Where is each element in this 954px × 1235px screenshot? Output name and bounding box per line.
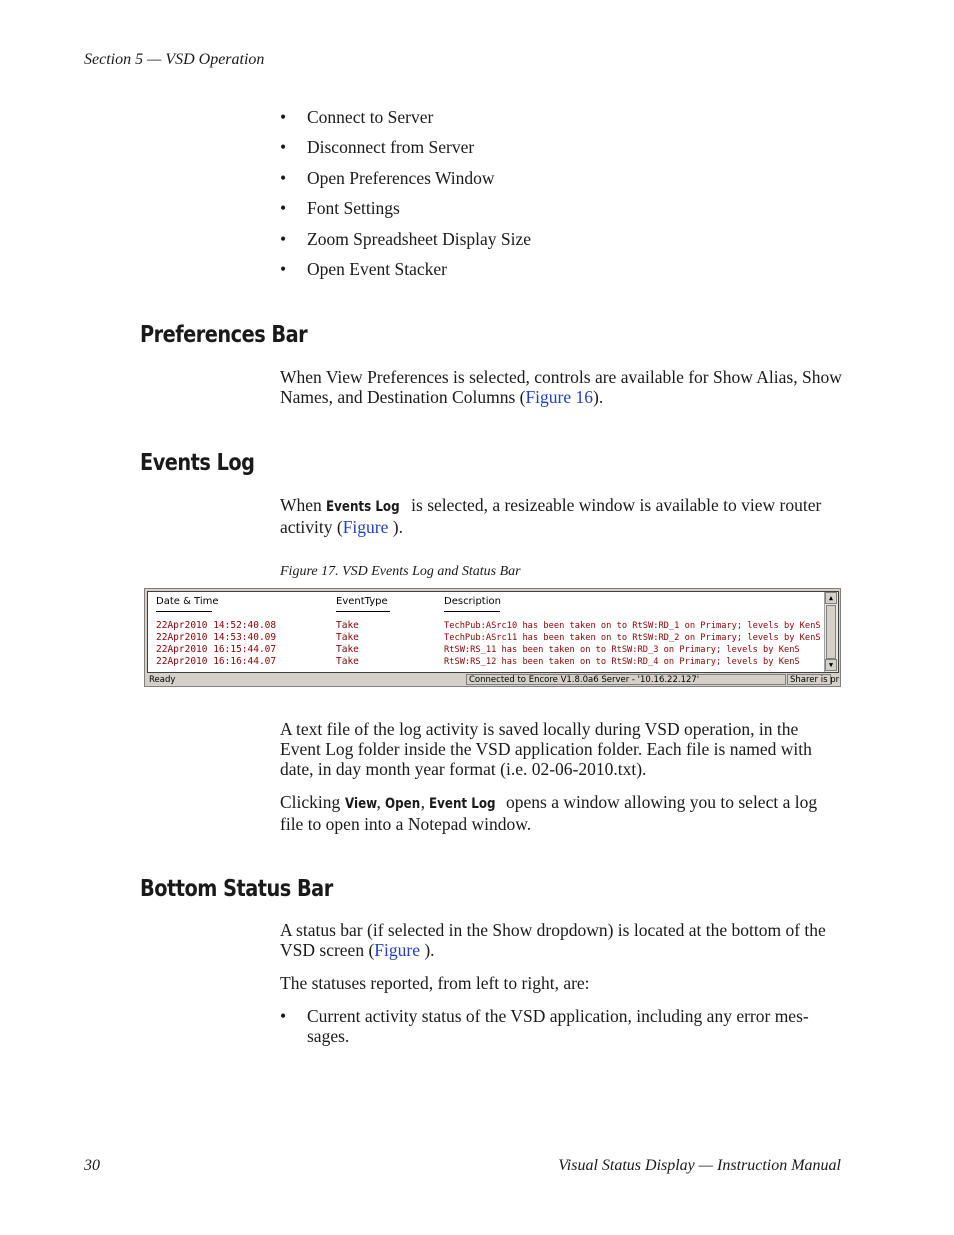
list-item: • Current activity status of the VSD application, including any error mes-sages. <box>280 1006 842 1046</box>
preferences-paragraph: When View Preferences is selected, controls are available for Show Alias, Show Names, and Destination Columns (Figure 16). <box>280 367 842 407</box>
list-item: • Font Settings <box>280 198 842 218</box>
events-log-screenshot <box>144 588 841 687</box>
ui-term-event-log: Event Log <box>429 796 496 812</box>
table-cell-description: TechPub:ASrc10 has been taken on to RtSW:RD_1 on Primary; levels by KenS <box>444 621 821 631</box>
column-header-description[interactable]: Description <box>444 596 501 607</box>
table-cell-type: Take <box>336 656 359 667</box>
table-cell-description: RtSW:RS_11 has been taken on to RtSW:RD_3 on Primary; levels by KenS <box>444 645 800 655</box>
scroll-thumb[interactable] <box>826 605 836 659</box>
table-cell-date: 22Apr2010 16:15:44.07 <box>156 644 277 655</box>
list-item: • Zoom Spreadsheet Display Size <box>280 229 842 249</box>
table-cell-description: TechPub:ASrc11 has been taken on to RtSW:RD_2 on Primary; levels by KenS <box>444 633 821 643</box>
column-underline <box>444 611 500 612</box>
statuses-intro-paragraph: The statuses reported, from left to right, are: <box>280 973 590 993</box>
table-cell-type: Take <box>336 620 359 631</box>
list-item: • Disconnect from Server <box>280 137 842 157</box>
status-bar-paragraph: A status bar (if selected in the Show dropdown) is located at the bottom of the VSD screen (Figure ). <box>280 920 826 960</box>
scroll-up-icon[interactable]: ▲ <box>825 592 837 604</box>
status-bar <box>145 674 840 686</box>
ui-term-open: Open <box>385 796 421 812</box>
heading-bottom-status-bar: Bottom Status Bar <box>140 876 333 902</box>
toolbar-function-list <box>280 107 842 289</box>
events-log-paragraph: When Events Log is selected, a resizeable window is available to view router activity (Figure ). <box>280 495 822 537</box>
figure-link[interactable]: Figure <box>374 940 420 960</box>
view-open-paragraph: Clicking View, Open, Event Log opens a window allowing you to select a log file to open into a Notepad window. <box>280 792 818 834</box>
list-item: • Open Event Stacker <box>280 259 842 279</box>
footer-title: Visual Status Display — Instruction Manual <box>558 1157 841 1174</box>
table-cell-date: 22Apr2010 14:53:40.09 <box>156 632 277 643</box>
heading-events-log: Events Log <box>140 450 255 476</box>
vertical-scrollbar[interactable] <box>824 592 838 672</box>
scroll-down-icon[interactable]: ▼ <box>825 659 837 671</box>
ui-term-events-log: Events Log <box>326 499 400 515</box>
table-cell-description: RtSW:RS_12 has been taken on to RtSW:RD_4 on Primary; levels by KenS <box>444 657 800 667</box>
running-header: Section 5 — VSD Operation <box>84 51 265 68</box>
status-connection: Connected to Encore V1.8.0a6 Server - '10.16.22.127' <box>466 674 786 685</box>
heading-preferences-bar: Preferences Bar <box>140 322 308 348</box>
ui-term-view: View <box>344 796 377 812</box>
events-log-grid <box>147 591 839 673</box>
list-item: • Connect to Server <box>280 107 842 127</box>
column-underline <box>336 611 390 612</box>
table-cell-type: Take <box>336 644 359 655</box>
list-item: • Open Preferences Window <box>280 168 842 188</box>
status-sharer: Sharer is pr <box>787 674 831 685</box>
figure-link[interactable]: Figure <box>342 517 389 537</box>
page-number: 30 <box>84 1157 100 1174</box>
table-cell-date: 22Apr2010 14:52:40.08 <box>156 620 277 631</box>
status-list <box>280 1006 842 1046</box>
status-ready: Ready <box>146 674 464 685</box>
figure-16-link[interactable]: Figure 16 <box>525 387 594 407</box>
figure-caption: Figure 17. VSD Events Log and Status Bar <box>280 564 521 579</box>
column-header-date[interactable]: Date & Time <box>156 596 219 607</box>
table-cell-date: 22Apr2010 16:16:44.07 <box>156 656 277 667</box>
column-header-eventtype[interactable]: EventType <box>336 596 388 607</box>
log-file-paragraph: A text file of the log activity is saved locally during VSD operation, in the Event Log folder inside the VSD application folder. Each file is named with date, in day month year format (i.e. 02-06-2010.txt). <box>280 719 812 779</box>
table-cell-type: Take <box>336 632 359 643</box>
column-underline <box>156 611 212 612</box>
